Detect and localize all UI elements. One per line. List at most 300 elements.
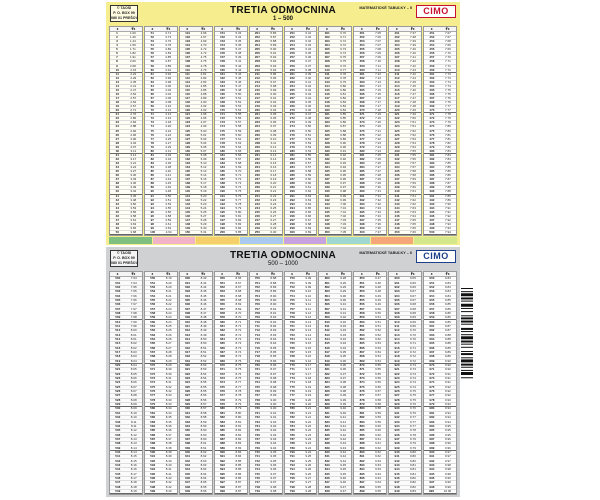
cube-root-cell: 9.06 [270, 467, 277, 472]
cube-root-cell: 7.97 [130, 306, 137, 311]
number-cell: 65 [150, 87, 154, 92]
cube-root-cell: 9.16 [305, 354, 312, 359]
column-header-label: x [326, 27, 328, 31]
number-cell: 324 [324, 124, 330, 129]
cube-root-cell: 6.46 [305, 108, 312, 113]
cube-root-cell: 9.17 [305, 367, 312, 372]
number-cell: 173 [219, 120, 225, 125]
number-cell: 528 [115, 397, 121, 402]
number-cell: 761 [289, 323, 295, 328]
number-cell: 784 [289, 423, 295, 428]
number-cell: 205 [254, 47, 260, 52]
cube-root-cell: 3.48 [130, 197, 137, 202]
number-cell: 86 [150, 173, 154, 178]
cube-root-cell: 7.47 [410, 96, 416, 101]
cimo-logo: CIMO [416, 250, 456, 263]
number-cell: 717 [254, 350, 260, 355]
number-cell: 782 [289, 415, 295, 420]
number-cell: 663 [219, 332, 225, 337]
number-cell: 852 [359, 284, 365, 289]
number-cell: 123 [185, 120, 191, 125]
number-cell: 105 [185, 47, 191, 52]
cube-root-cell: 6.16 [270, 165, 277, 170]
number-cell: 857 [359, 306, 365, 311]
legend-segment [153, 237, 196, 244]
number-cell: 820 [324, 363, 330, 368]
number-cell: 463 [429, 79, 435, 84]
cube-root-cell: 6.06 [270, 120, 277, 125]
barcode-icon [461, 286, 473, 458]
cube-root-cell: 9.20 [305, 397, 312, 402]
number-cell: 579 [150, 402, 156, 407]
cube-root-cell: 7.42 [410, 59, 416, 64]
cube-root-cell: 3.71 [165, 31, 172, 36]
cube-root-cell: 4.73 [200, 51, 207, 56]
number-cell: 502 [115, 284, 121, 289]
barcode-bar [461, 331, 473, 332]
cube-root-cell: 5.76 [235, 193, 242, 198]
number-cell: 2 [116, 35, 118, 40]
cube-root-cell: 9.90 [444, 367, 451, 372]
number-cell: 191 [219, 193, 225, 198]
cube-root-cell: 9.08 [270, 489, 277, 494]
number-cell: 249 [254, 226, 260, 231]
number-cell: 766 [289, 345, 295, 350]
number-cell: 679 [219, 402, 225, 407]
number-cell: 194 [219, 205, 225, 210]
cube-root-cell: 7.67 [444, 35, 451, 40]
number-cell: 5 [116, 47, 118, 52]
number-cell: 897 [359, 480, 365, 485]
number-cell: 916 [394, 345, 400, 350]
number-cell: 389 [359, 185, 365, 190]
number-cell: 659 [219, 315, 225, 320]
cube-root-cell: 9.28 [305, 484, 312, 489]
number-cell: 706 [254, 302, 260, 307]
cube-root-cell: 9.87 [444, 323, 451, 328]
barcode-bar [461, 341, 473, 343]
number-cell: 674 [219, 380, 225, 385]
number-cell: 141 [185, 193, 191, 198]
number-cell: 721 [254, 367, 260, 372]
cube-root-cell: 6.37 [305, 63, 312, 68]
number-cell: 682 [219, 415, 225, 420]
number-cell: 722 [254, 371, 260, 376]
cube-root-cell: 8.36 [165, 428, 172, 433]
cube-root-cell: 9.17 [305, 363, 312, 368]
cube-root-cell: 8.61 [200, 445, 207, 450]
cube-root-cell: 8.63 [200, 462, 207, 467]
number-cell: 91 [150, 193, 154, 198]
cube-root-cell: 5.46 [235, 79, 242, 84]
number-cell: 893 [359, 462, 365, 467]
table-column [109, 26, 143, 236]
cube-root-cell: 8.24 [165, 319, 172, 324]
number-cell: 535 [115, 428, 121, 433]
number-cell: 51 [150, 31, 154, 36]
number-cell: 89 [150, 185, 154, 190]
cube-root-cell: 8.01 [130, 336, 137, 341]
number-cell: 61 [150, 71, 154, 76]
cube-root-cell: 6.37 [305, 59, 312, 64]
table-column [318, 271, 352, 495]
cube-root-cell: 4.90 [200, 100, 207, 105]
cube-root-cell: 9.97 [444, 454, 451, 459]
number-cell: 735 [254, 428, 260, 433]
cube-root-cell: 6.01 [270, 96, 277, 101]
cube-root-cell: 8.11 [130, 423, 137, 428]
number-cell: 240 [254, 189, 260, 194]
number-cell: 494 [429, 205, 435, 210]
cube-root-cell: 9.44 [340, 458, 347, 463]
cube-root-cell: 9.91 [444, 376, 451, 381]
number-cell: 882 [359, 415, 365, 420]
number-cell: 71 [150, 112, 154, 117]
number-cell: 237 [254, 177, 260, 182]
cube-root-cell: 7.19 [375, 112, 381, 117]
cube-root-cell: 8.15 [130, 454, 137, 459]
cube-root-cell: 8.67 [235, 280, 242, 285]
cube-root-cell: 6.76 [340, 63, 347, 68]
number-cell: 587 [150, 436, 156, 441]
cube-root-cell: 6.61 [305, 185, 312, 190]
cube-root-cell: 9.12 [305, 315, 312, 320]
cube-root-cell: 8.99 [270, 389, 277, 394]
cube-root-cell: 7.73 [444, 75, 451, 80]
number-cell: 938 [394, 441, 400, 446]
number-cell: 275 [289, 128, 295, 133]
cube-root-cell: 9.77 [410, 423, 416, 428]
cube-root-cell: 9.54 [375, 358, 381, 363]
number-cell: 522 [115, 371, 121, 376]
column-header-label: x [151, 27, 154, 31]
column-header-label: ∛x [306, 272, 310, 276]
cube-root-cell: 7.63 [410, 205, 416, 210]
cube-root-cell: 8.55 [200, 389, 207, 394]
number-cell: 423 [394, 120, 400, 125]
number-cell: 598 [150, 484, 156, 489]
cube-root-cell: 2.92 [130, 128, 137, 133]
number-cell: 308 [324, 59, 330, 64]
cube-root-cell: 7.40 [410, 51, 416, 56]
number-cell: 336 [324, 173, 330, 178]
cube-root-cell: 6.60 [305, 181, 312, 186]
cube-root-cell: 9.86 [444, 319, 451, 324]
number-cell: 215 [254, 87, 260, 92]
number-cell: 169 [219, 104, 225, 109]
cube-root-cell: 6.90 [340, 144, 347, 149]
cube-root-cell: 2.76 [130, 112, 137, 117]
cube-root-cell: 5.47 [235, 83, 242, 88]
cube-root-cell: 3.50 [130, 201, 137, 206]
cube-root-cell: 8.83 [235, 441, 242, 446]
cube-root-cell: 7.87 [444, 177, 451, 182]
number-cell: 294 [289, 205, 295, 210]
cube-root-cell: 9.50 [375, 310, 381, 315]
number-cell: 99 [150, 226, 154, 231]
number-cell: 284 [289, 165, 295, 170]
cube-root-cell: 9.29 [340, 284, 347, 289]
number-cell: 848 [324, 484, 330, 489]
number-cell: 48 [115, 221, 120, 226]
number-cell: 685 [219, 428, 225, 433]
number-cell: 417 [394, 96, 400, 101]
number-cell: 467 [429, 96, 435, 101]
cube-root-cell: 9.83 [444, 276, 451, 281]
cube-root-cell: 7.75 [444, 91, 451, 96]
cube-root-cell: 9.59 [375, 410, 381, 415]
number-cell: 187 [219, 177, 225, 182]
number-cell: 493 [429, 201, 435, 206]
number-cell: 975 [429, 384, 435, 389]
cube-root-cell: 9.10 [305, 293, 312, 298]
number-cell: 254 [289, 43, 295, 48]
cube-root-cell: 6.21 [270, 185, 277, 190]
number-cell: 910 [394, 319, 400, 324]
cube-root-cell: 8.68 [235, 289, 242, 294]
number-cell: 926 [394, 389, 400, 394]
cube-root-cell: 8.68 [235, 293, 242, 298]
cube-root-cell: 6.45 [305, 100, 312, 105]
cube-root-cell: 7.57 [410, 161, 416, 166]
number-cell: 844 [324, 467, 330, 472]
cube-root-cell: 5.17 [200, 181, 207, 186]
table-column [388, 26, 422, 236]
number-cell: 804 [324, 293, 330, 298]
cube-root-cell: 8.06 [130, 380, 137, 385]
cube-root-cell: 3.89 [165, 63, 172, 68]
number-cell: 956 [429, 302, 435, 307]
number-cell: 812 [324, 328, 330, 333]
number-cell: 825 [324, 384, 330, 389]
number-cell: 246 [254, 213, 260, 218]
number-cell: 523 [115, 376, 121, 381]
number-cell: 944 [394, 467, 400, 472]
cube-root-cell: 8.69 [235, 302, 242, 307]
cube-root-cell: 6.79 [340, 79, 347, 84]
cube-root-cell: 9.89 [444, 354, 451, 359]
number-cell: 898 [359, 484, 365, 489]
cube-root-cell: 9.89 [444, 350, 451, 355]
cube-root-cell: 8.35 [165, 419, 172, 424]
number-cell: 378 [359, 140, 365, 145]
number-cell: 120 [185, 108, 191, 113]
number-cell: 155 [219, 47, 225, 52]
cube-root-cell: 6.05 [270, 112, 277, 117]
number-cell: 217 [254, 96, 260, 101]
number-cell: 247 [254, 217, 260, 222]
cube-root-cell: 9.99 [444, 475, 451, 480]
number-cell: 377 [359, 136, 365, 141]
number-cell: 168 [219, 100, 225, 105]
cube-root-cell: 6.74 [340, 51, 347, 56]
cube-root-cell: 3.07 [130, 144, 137, 149]
number-cell: 879 [359, 402, 365, 407]
number-cell: 780 [289, 406, 295, 411]
cube-root-cell: 7.52 [410, 128, 416, 133]
number-cell: 6 [116, 51, 118, 56]
number-cell: 802 [324, 284, 330, 289]
number-cell: 976 [429, 389, 435, 394]
number-cell: 508 [115, 310, 121, 315]
number-cell: 268 [289, 100, 295, 105]
number-cell: 801 [324, 280, 330, 285]
cube-root-cell: 5.31 [200, 230, 207, 235]
cube-root-cell: 8.35 [165, 415, 172, 420]
cube-root-cell: 9.30 [340, 297, 347, 302]
cube-root-cell: 8.48 [200, 315, 207, 320]
number-cell: 592 [150, 458, 156, 463]
cube-root-cell: 9.53 [375, 345, 381, 350]
cube-root-cell: 8.50 [200, 341, 207, 346]
number-cell: 178 [219, 140, 225, 145]
number-cell: 63 [150, 79, 154, 84]
cube-root-cell: 7.59 [410, 177, 416, 182]
cube-root-cell: 7.21 [375, 128, 381, 133]
cube-root-cell: 9.85 [444, 306, 451, 311]
cube-root-cell: 5.44 [235, 71, 242, 76]
cube-root-cell: 7.79 [444, 120, 451, 125]
number-cell: 589 [150, 445, 156, 450]
number-cell: 340 [324, 189, 330, 194]
number-cell: 252 [289, 35, 295, 40]
cube-root-cell: 8.67 [235, 284, 242, 289]
number-cell: 222 [254, 116, 260, 121]
cube-root-cell: 9.58 [375, 402, 381, 407]
number-cell: 742 [254, 458, 260, 463]
number-cell: 165 [219, 87, 225, 92]
cube-root-cell: 5.14 [200, 173, 207, 178]
number-cell: 667 [219, 350, 225, 355]
cube-root-cell: 8.64 [200, 475, 207, 480]
cube-root-cell: 3.76 [165, 39, 172, 44]
column-header-label: x [360, 27, 363, 31]
cube-root-cell: 6.39 [305, 71, 312, 76]
cube-root-cell: 7.26 [375, 156, 381, 161]
range-label: 1 – 500 [272, 16, 294, 22]
number-cell: 972 [429, 371, 435, 376]
number-cell: 218 [254, 100, 260, 105]
number-cell: 653 [219, 289, 225, 294]
number-cell: 877 [359, 393, 365, 398]
number-cell: 703 [254, 289, 260, 294]
number-cell: 797 [289, 480, 295, 485]
cube-root-cell: 9.94 [444, 415, 451, 420]
number-cell: 828 [324, 397, 330, 402]
number-cell: 693 [219, 462, 225, 467]
number-cell: 192 [219, 197, 225, 202]
number-cell: 202 [254, 35, 260, 40]
cube-root-cell: 9.92 [444, 384, 451, 389]
number-cell: 554 [150, 293, 156, 298]
table-row [285, 231, 317, 235]
cube-root-cell: 6.21 [270, 189, 277, 194]
barcode-bar [461, 301, 473, 302]
cube-root-cell: 9.86 [444, 315, 451, 320]
cube-root-cell: 9.94 [444, 419, 451, 424]
number-cell: 876 [359, 389, 365, 394]
cube-root-cell: 9.15 [305, 350, 312, 355]
cube-root-cell: 9.29 [340, 280, 347, 285]
number-cell: 839 [324, 445, 330, 450]
cube-root-cell: 7.18 [375, 108, 381, 113]
number-cell: 133 [185, 161, 191, 166]
number-cell: 259 [289, 63, 295, 68]
cube-root-cell: 6.57 [305, 161, 312, 166]
number-cell: 683 [219, 419, 225, 424]
cube-root-cell: 4.59 [165, 217, 172, 222]
cube-root-cell: 8.98 [270, 384, 277, 389]
cube-root-cell: 7.43 [410, 67, 416, 72]
cimo-logo: CIMO [416, 5, 456, 18]
number-cell: 500 [115, 276, 121, 281]
number-cell: 630 [185, 406, 191, 411]
cube-root-cell: 9.31 [340, 310, 347, 315]
number-cell: 698 [219, 484, 225, 489]
number-cell: 669 [219, 358, 225, 363]
number-cell: 772 [289, 371, 295, 376]
number-cell: 491 [429, 193, 435, 198]
number-cell: 607 [185, 306, 191, 311]
barcode-bar [461, 297, 473, 299]
cube-root-cell: 9.76 [410, 410, 416, 415]
number-cell: 925 [394, 384, 400, 389]
number-cell: 668 [219, 354, 225, 359]
color-legend-strip [109, 237, 457, 244]
cube-root-cell: 8.51 [200, 345, 207, 350]
cube-root-cell: 7.76 [444, 96, 451, 101]
number-cell: 341 [324, 193, 330, 198]
column-header-label: x [256, 27, 258, 31]
cube-root-cell: 8.43 [200, 276, 207, 281]
number-cell: 162 [219, 75, 225, 80]
number-cell: 334 [324, 165, 330, 170]
number-cell: 418 [394, 100, 400, 105]
cube-root-cell: 6.84 [340, 108, 347, 113]
number-cell: 72 [150, 116, 154, 121]
cube-root-cell: 9.69 [410, 315, 416, 320]
number-cell: 595 [150, 471, 156, 476]
cube-root-cell: 6.12 [270, 144, 277, 149]
cube-root-cell: 9.20 [305, 402, 312, 407]
cube-root-cell: 7.52 [410, 132, 416, 137]
number-cell: 496 [429, 213, 435, 218]
cube-root-cell: 9.57 [375, 393, 381, 398]
number-cell: 870 [359, 363, 365, 368]
number-cell: 68 [150, 100, 154, 105]
column-header-label: ∛x [445, 272, 450, 276]
cube-root-cell: 9.97 [444, 458, 451, 463]
number-cell: 886 [359, 432, 365, 437]
number-cell: 121 [185, 112, 191, 117]
number-cell: 751 [289, 280, 295, 285]
number-cell: 251 [289, 31, 295, 36]
cube-root-cell: 9.96 [444, 441, 451, 446]
number-cell: 530 [115, 406, 121, 411]
number-cell: 164 [219, 83, 225, 88]
cube-root-cell: 9.15 [305, 345, 312, 350]
number-cell: 233 [254, 161, 260, 166]
cube-root-cell: 5.89 [270, 43, 277, 48]
number-cell: 394 [359, 205, 365, 210]
cube-root-cell: 5.57 [235, 120, 242, 125]
number-cell: 78 [150, 140, 154, 145]
number-cell: 755 [289, 297, 295, 302]
number-cell: 849 [324, 489, 330, 494]
number-cell: 428 [394, 140, 400, 145]
cube-root-cell: 6.40 [305, 75, 312, 80]
cube-root-cell: 9.06 [270, 462, 277, 467]
